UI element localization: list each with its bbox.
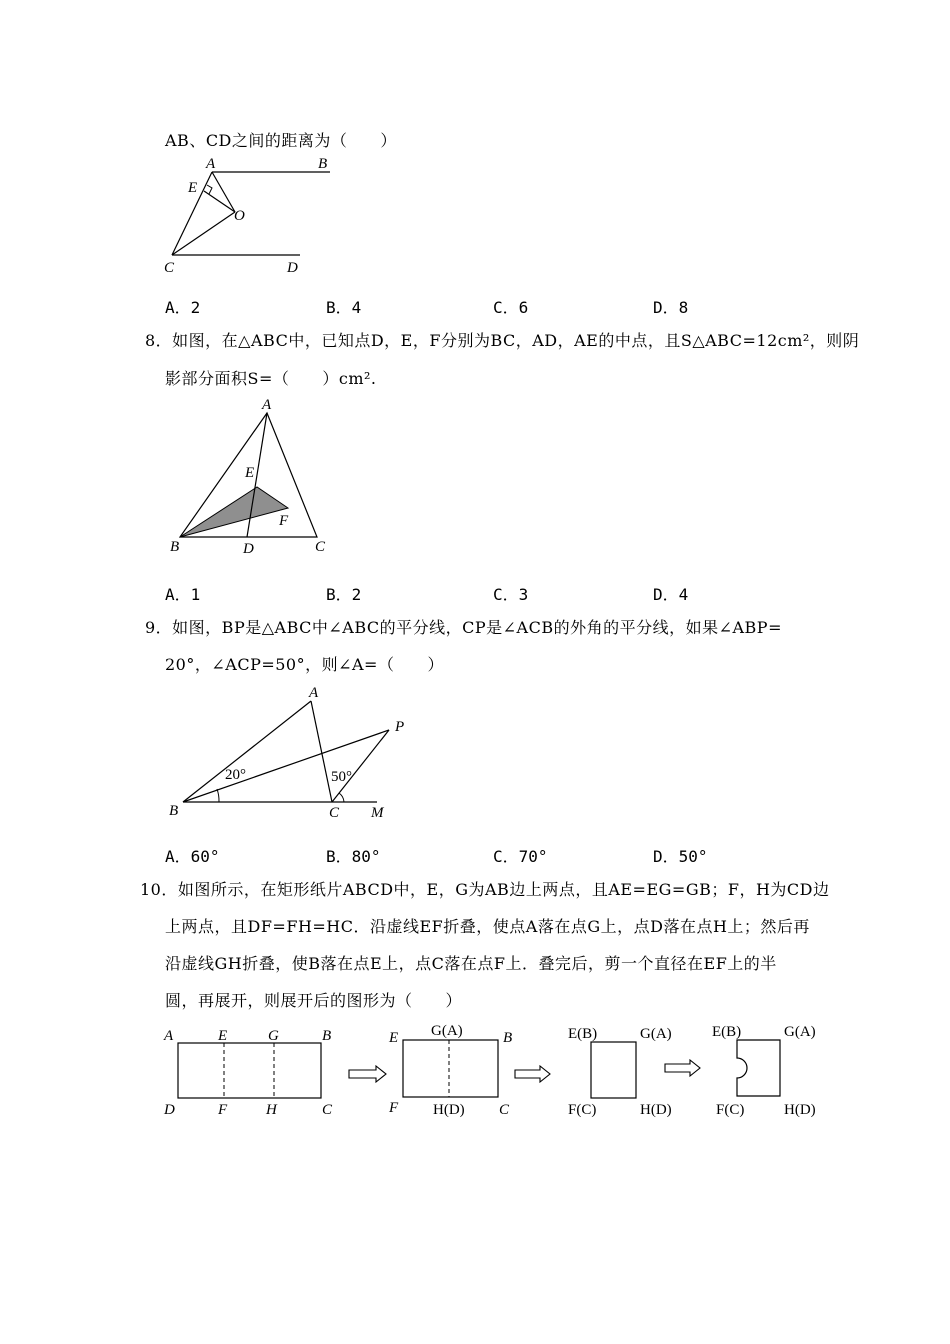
q7-label-b: B — [318, 156, 328, 172]
fig1-label-f: F — [218, 1102, 228, 1118]
fig2-label-b: B — [503, 1030, 513, 1046]
fig3-label-fc: F(C) — [568, 1102, 597, 1118]
q8-label-f: F — [279, 513, 289, 529]
q7-figure — [160, 150, 340, 280]
q10-figure-1 — [160, 1022, 345, 1122]
q9-figure — [165, 683, 415, 828]
q7-stem-tail: AB、CD之间的距离为（ ） — [165, 131, 397, 150]
q10-line-1: 10．如图所示，在矩形纸片ABCD中，E，G为AB边上两点，且AE=EG=GB；F，H为CD边 — [140, 880, 830, 899]
q7-label-a: A — [206, 156, 216, 172]
fig1-label-c: C — [322, 1102, 333, 1118]
q8-label-e: E — [245, 465, 255, 481]
q9-line-2: 20°，∠ACP=50°，则∠A=（ ） — [165, 655, 444, 674]
fig4-label-hd: H(D) — [784, 1102, 816, 1118]
q7-option-d[interactable]: D．8 — [653, 298, 689, 317]
q9-label-p: P — [395, 719, 405, 735]
q9-label-a: A — [309, 685, 319, 701]
q8-label-a: A — [262, 397, 272, 413]
q8-option-c[interactable]: C．3 — [493, 585, 529, 604]
fig3-label-ga: G(A) — [640, 1026, 672, 1042]
q9-label-m: M — [371, 805, 384, 821]
q8-option-a[interactable]: A．1 — [165, 585, 201, 604]
fig2-label-ga: G(A) — [431, 1023, 463, 1039]
q9-label-b: B — [169, 803, 179, 819]
q9-option-d[interactable]: D．50° — [653, 847, 708, 866]
fig2-label-hd: H(D) — [433, 1102, 465, 1118]
q8-figure — [165, 395, 345, 560]
q8-label-c: C — [315, 539, 326, 555]
fig1-label-e: E — [218, 1028, 228, 1044]
fig4-label-ga: G(A) — [784, 1024, 816, 1040]
q7-option-a[interactable]: A．2 — [165, 298, 201, 317]
fig2-label-c: C — [499, 1102, 510, 1118]
q7-option-c[interactable]: C．6 — [493, 298, 529, 317]
q9-option-a[interactable]: A．60° — [165, 847, 220, 866]
fig1-label-a: A — [164, 1028, 174, 1044]
arrow-right-icon — [348, 1066, 388, 1082]
q9-label-c: C — [329, 805, 340, 821]
q8-line-2: 影部分面积S=（ ）cm². — [165, 369, 377, 388]
q10-line-3: 沿虚线GH折叠，使B落在点E上，点C落在点F上．叠完后，剪一个直径在EF上的半 — [165, 954, 777, 973]
q8-option-d[interactable]: D．4 — [653, 585, 689, 604]
fig1-label-h: H — [266, 1102, 277, 1118]
fig3-label-hd: H(D) — [640, 1102, 672, 1118]
fig1-label-g: G — [268, 1028, 279, 1044]
q8-label-d: D — [243, 541, 254, 557]
q9-option-b[interactable]: B．80° — [326, 847, 381, 866]
q7-label-o: O — [234, 208, 245, 224]
q7-label-d: D — [287, 260, 298, 276]
q8-option-b[interactable]: B．2 — [326, 585, 362, 604]
q8-label-b: B — [170, 539, 180, 555]
arrow-right-icon — [514, 1066, 554, 1082]
q9-angle-b: 20° — [225, 767, 246, 783]
q10-line-2: 上两点，且DF=FH=HC．沿虚线EF折叠，使点A落在点G上，点D落在点H上；然后再 — [165, 917, 810, 936]
q10-figure-4 — [708, 1018, 828, 1122]
q7-option-b[interactable]: B．4 — [326, 298, 362, 317]
q10-line-4: 圆，再展开，则展开后的图形为（ ） — [165, 991, 463, 1010]
q9-line-1: 9．如图，BP是△ABC中∠ABC的平分线，CP是∠ACB的外角的平分线，如果∠ABP= — [145, 618, 782, 637]
fig2-label-e: E — [389, 1030, 399, 1046]
q7-label-c: C — [164, 260, 175, 276]
fig4-label-eb: E(B) — [712, 1024, 742, 1040]
q9-angle-c: 50° — [331, 769, 352, 785]
fig1-label-b: B — [322, 1028, 332, 1044]
q7-label-e: E — [188, 180, 198, 196]
q9-option-c[interactable]: C．70° — [493, 847, 548, 866]
fig2-label-f: F — [389, 1100, 399, 1116]
arrow-right-icon — [664, 1060, 704, 1076]
fig3-label-eb: E(B) — [568, 1026, 598, 1042]
q8-line-1: 8．如图，在△ABC中，已知点D，E，F分别为BC，AD，AE的中点，且S△ABC=12cm²，则阴 — [145, 331, 860, 350]
fig4-label-fc: F(C) — [716, 1102, 745, 1118]
q10-figure-2 — [385, 1018, 525, 1122]
fig1-label-d: D — [164, 1102, 175, 1118]
